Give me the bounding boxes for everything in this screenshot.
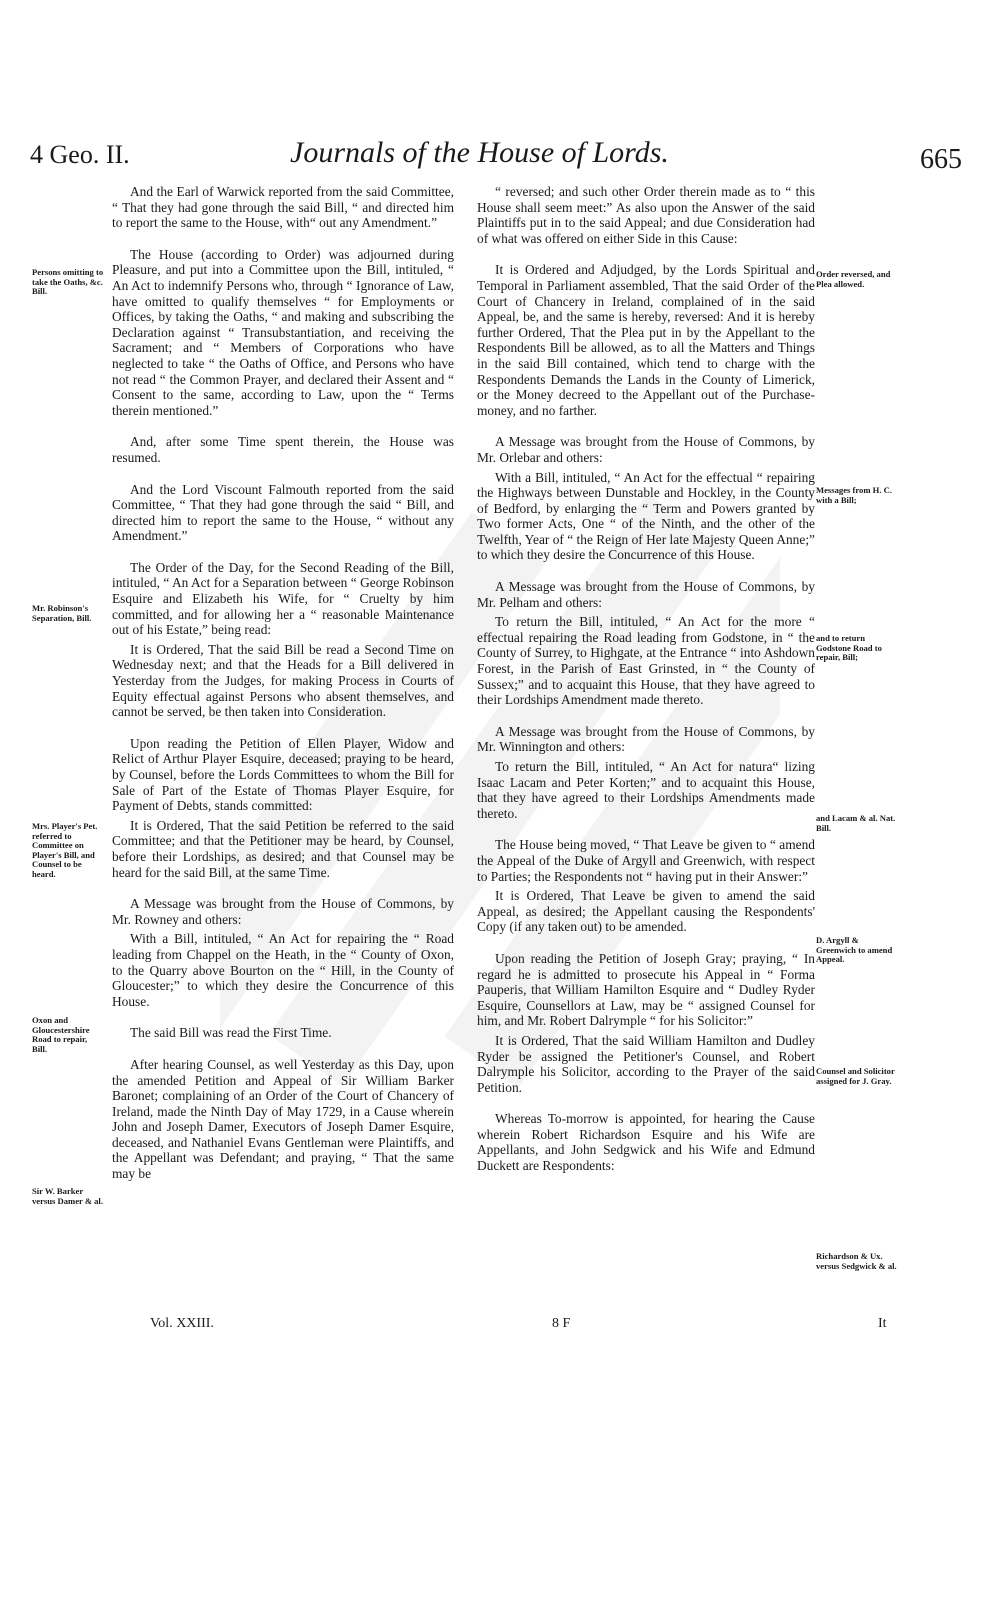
margin-note: D. Argyll & Greenwich to amend Appeal.: [816, 935, 893, 965]
entry-paragraph: It is Ordered, That Leave be given to amend the said Appeal, as desired; the Appellant causing the Respondents' Copy (if any taken out) to be amended.: [477, 888, 815, 935]
margin-note: Order reversed, and Plea allowed.: [816, 269, 891, 289]
signature-mark: 8 F: [552, 1316, 571, 1331]
catchword: It: [878, 1316, 887, 1331]
entry-paragraph: A Message was brought from the House of Commons, by Mr. Pelham and others:: [477, 579, 815, 610]
entry-paragraph: It is Ordered, That the said William Hamilton and Dudley Ryder be assigned the Petitioner's Counsel, and Robert Dalrymple his Solicitor, according to the Prayer of the said Petition.: [477, 1032, 815, 1095]
entry-paragraph: With a Bill, intituled, “ An Act for the effectual “ repairing the Highways between Dunstable and Hockley, in the County of Bedford, by enlarging the “ Term and Powers granted by Two former Acts, One “ of the Ninth, and the other of the Twelfth, Year of “ the Reign of Her late Majesty Queen Anne;” to which they desire the Concurrence of this House.: [477, 469, 815, 563]
right-column: [477, 184, 815, 1178]
entry-paragraph: With a Bill, intituled, “ An Act for repairing the “ Road leading from Chappel on the Heath, in the “ County of Oxon, to the Quarry above Bourton on the “ Hill, in the County of Gloucester;” to which they desire the Concurrence of this House.: [112, 931, 454, 1009]
margin-note: Mr. Robinson's Separation, Bill.: [32, 603, 92, 623]
entry-paragraph: The House (according to Order) was adjourned during Pleasure, and put into a Committee upon the Bill, intituled, “ An Act to indemnify Persons who, through “ Ignorance of Law, have omitted to qualify themselves “ for Employments or Offices, by taking the Oaths, “ and making and subscribing the Declaration against “ Transubstantiation, and receiving the Sacrament; and “ Members of Corporations who have neglected to take “ the Oaths of Office, and Persons who have not read “ the Common Prayer, and declared their Assent and “ Consent to the same, according to Law, upon the “ Terms therein mentioned.”: [112, 246, 454, 418]
margin-note: Oxon and Gloucestershire Road to repair, Bill.: [32, 1015, 90, 1054]
margin-note: Messages from H. C. with a Bill;: [816, 485, 892, 505]
regnal-year: 4 Geo. II.: [30, 140, 130, 169]
entry-paragraph: A Message was brought from the House of Commons, by Mr. Rowney and others:: [112, 896, 454, 927]
entry-paragraph: Upon reading the Petition of Ellen Player, Widow and Relict of Arthur Player Esquire, deceased; praying to be heard, by Counsel, before the Lords Committees to whom the Bill for Sale of Part of the Estate of Thomas Player Esquire, for Payment of Debts, stands committed:: [112, 735, 454, 814]
entry-paragraph: It is Ordered, That the said Bill be read a Second Time on Wednesday next; and that the Heads for a Bill delivered in Yesterday from the Judges, for making Process in Courts of Equity effectual against Persons who absent themselves, and cannot be served, be then taken into Consideration.: [112, 641, 454, 720]
entry-paragraph: The House being moved, “ That Leave be given to “ amend the Appeal of the Duke of Argyll and Greenwich, with respect to Parties; the Respondents not “ having put in their Answer:”: [477, 837, 815, 884]
entry-paragraph: To return the Bill, intituled, “ An Act for the more “ effectual repairing the Road leading from Godstone, in “ the County of Surrey, to Highgate, at the Entrance “ into Ashdown Forest, in the Parish of East Grinsted, in “ the County of Sussex;” and to acquaint this House, that they have agreed to their Lordships Amendment made thereto.: [477, 614, 815, 708]
entry-paragraph: And the Lord Viscount Falmouth reported from the said Committee, “ That they had gone through the said “ Bill, and directed him to report the same to the House, “ without any Amendment.”: [112, 481, 454, 544]
margin-note: Sir W. Barker versus Damer & al.: [32, 1186, 103, 1206]
margin-note: Mrs. Player's Pet. referred to Committee on Player's Bill, and Counsel to be heard.: [32, 821, 98, 879]
entry-paragraph: And the Earl of Warwick reported from the said Committee, “ That they had gone through the said Bill, “ and directed him to report the same to the House, with“ out any Amendment.”: [112, 184, 454, 231]
entry-paragraph: The Order of the Day, for the Second Reading of the Bill, intituled, “ An Act for a Separation between “ George Robinson Esquire and Elizabeth his Wife, for “ Cruelty by him committed, and for allowing her a “ reasonable Maintenance out of his Estate,” being read:: [112, 559, 454, 638]
entry-paragraph: Whereas To-morrow is appointed, for hearing the Cause wherein Robert Richardson Esquire and his Wife are Appellants, and John Sedgwick and his Wife and Edmund Duckett are Respondents:: [477, 1111, 815, 1174]
entry-paragraph: Upon reading the Petition of Joseph Gray; praying, “ In regard he is admitted to prosecute his Appeal in “ Forma Pauperis, that William Hamilton Esquire and “ Dudley Ryder Esquire, Counsellors at Law, may be “ assigned Counsel for him, and Mr. Robert Dalrymple “ for his Solicitor:”: [477, 950, 815, 1029]
entry-paragraph: After hearing Counsel, as well Yesterday as this Day, upon the amended Petition and Appeal of Sir William Barker Baronet; complaining of an Order of the Court of Chancery of Ireland, made the Ninth Day of May 1729, in a Cause wherein John and Joseph Damer, Executors of Joseph Damer Esquire, deceased, and Nathaniel Evans Gentleman were Plaintiffs, and the Appellant was Defendant; and praying, “ That the same may be: [112, 1056, 454, 1182]
entry-paragraph: To return the Bill, intituled, “ An Act for natura“ lizing Isaac Lacam and Peter Korten;” and to acquaint this House, that they have agreed to their Lordships Amendments made thereto.: [477, 759, 815, 821]
margin-note: Persons omitting to take the Oaths, &c. Bill.: [32, 267, 104, 297]
journal-title: Journals of the House of Lords.: [290, 136, 669, 169]
entry-paragraph: It is Ordered and Adjudged, by the Lords Spiritual and Temporal in Parliament assembled, That the said Order of the Court of Chancery in Ireland, complained of in the said Appeal, be, and the same is hereby, reversed: And it is hereby further Ordered, That the Plea put in by the Appellant to the Respondents Bill be allowed, as to all the Matters and Things in the said Bill contained, which tend to charge with the Respondents Demands the Lands in the County of Limerick, or the Money decreed to the Appellant out of the Purchase-money, and no farther.: [477, 262, 815, 418]
margin-note: and to return Godstone Road to repair, Bill;: [816, 633, 882, 663]
left-column: [112, 184, 454, 1186]
entry-paragraph: A Message was brought from the House of Commons, by Mr. Winnington and others:: [477, 723, 815, 755]
entry-paragraph: “ reversed; and such other Order therein made as to “ this House shall seem meet:” As also upon the Answer of the said Plaintiffs put in to the said Appeal; and due Consideration had of what was offered on either Side in this Cause:: [477, 184, 815, 246]
volume-label: Vol. XXIII.: [150, 1316, 214, 1331]
page-number: 665: [920, 144, 962, 175]
entry-paragraph: The said Bill was read the First Time.: [130, 1025, 332, 1041]
page-header: [30, 132, 962, 182]
margin-note: and Lacam & al. Nat. Bill.: [816, 813, 896, 833]
entry-paragraph: It is Ordered, That the said Petition be referred to the said Committee; and that the Petitioner may be heard, by Counsel, before their Lordships, as desired; and that Counsel may be heard for the said Bill, at the same Time.: [112, 817, 454, 880]
margin-note: Richardson & Ux. versus Sedgwick & al.: [816, 1251, 897, 1271]
margin-note: Counsel and Solicitor assigned for J. Gray.: [816, 1066, 895, 1086]
entry-paragraph: A Message was brought from the House of Commons, by Mr. Orlebar and others:: [477, 434, 815, 465]
entry-paragraph: And, after some Time spent therein, the House was resumed.: [112, 434, 454, 465]
